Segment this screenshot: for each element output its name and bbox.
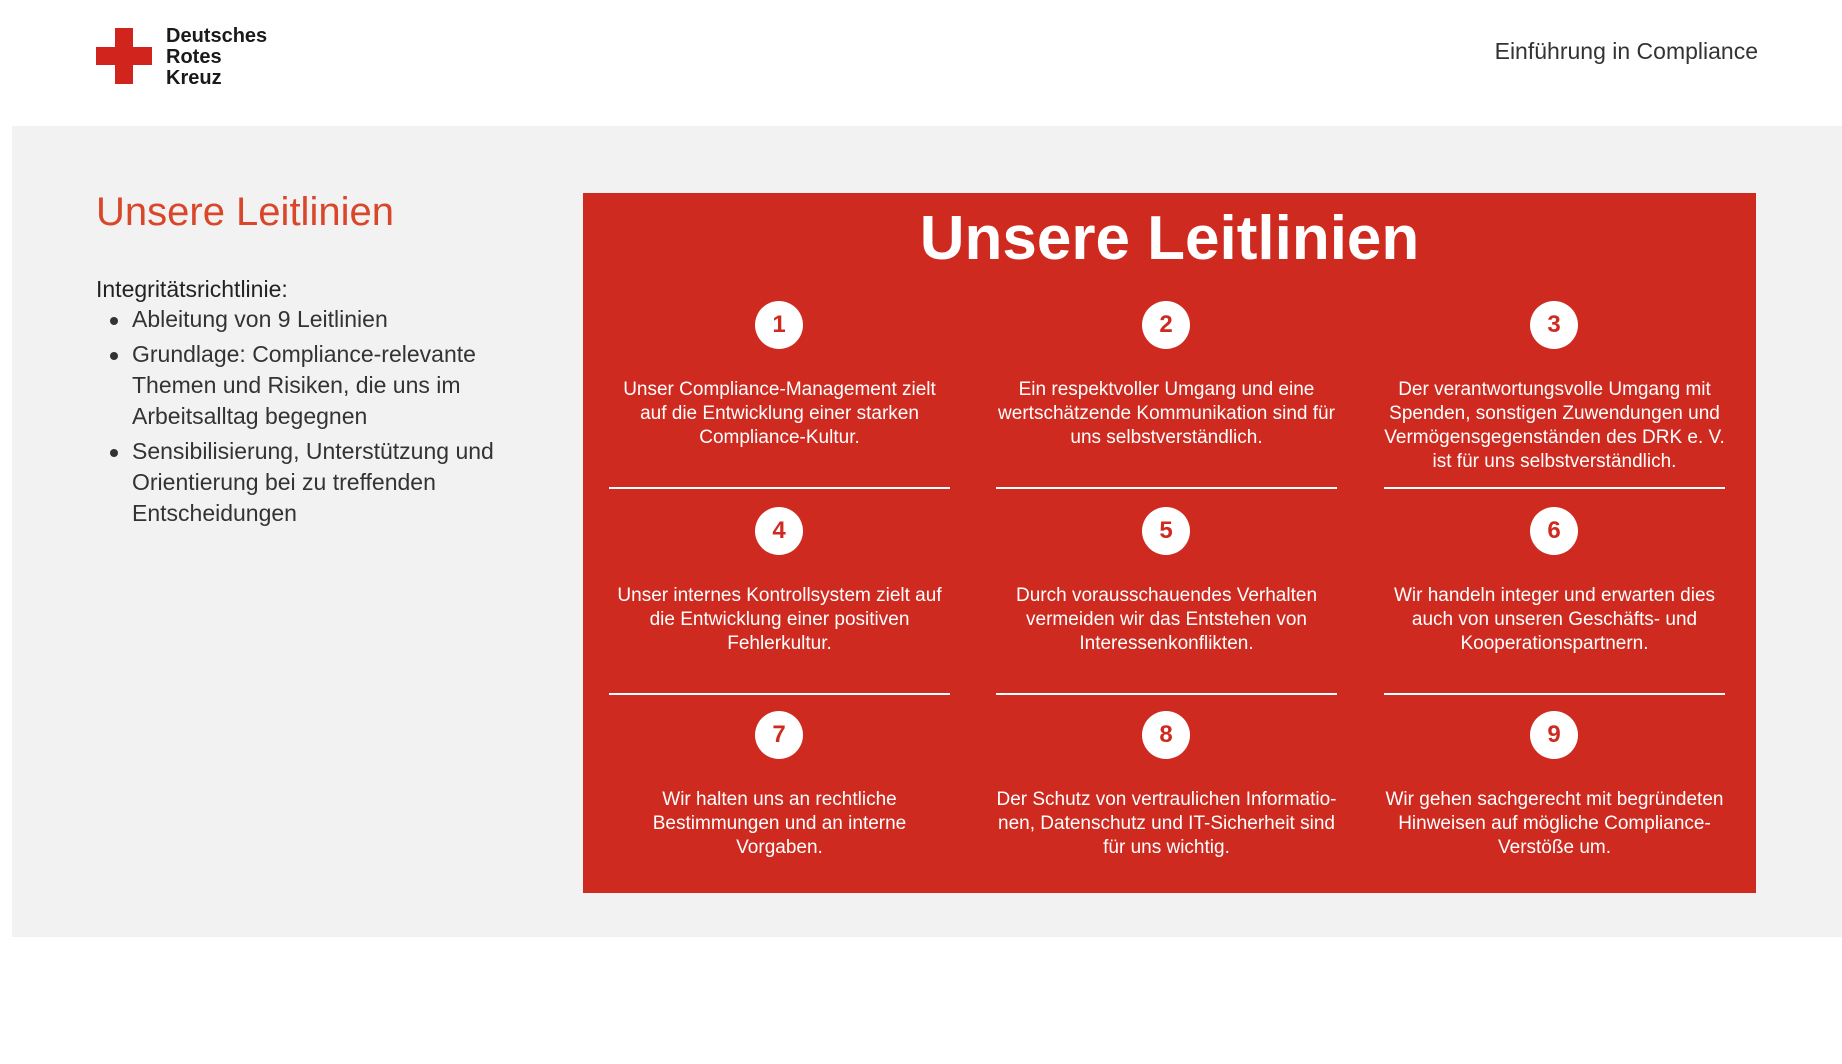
red-cross-icon bbox=[96, 28, 152, 84]
slide-title: Unsere Leitlinien bbox=[96, 190, 394, 234]
logo-wordmark bbox=[166, 26, 267, 89]
bullet-item bbox=[96, 339, 526, 432]
divider bbox=[1384, 693, 1725, 695]
guidelines-grid bbox=[609, 301, 1730, 893]
bullet-text: Sensibilisierung, Unterstützung und Orientierung bei zu treffenden Entscheidungen bbox=[132, 438, 494, 526]
guideline-text: Wir handeln integer und erwarten dies auch von unseren Geschäfts- und Kooperationspartnern. bbox=[1393, 585, 1716, 654]
guideline-text: Ein respektvoller Umgang und eine wertschätzende Kommunikation sind für uns selbstverständlich. bbox=[998, 379, 1335, 448]
number-badge: 9 bbox=[1530, 711, 1578, 759]
number-badge: 2 bbox=[1142, 301, 1190, 349]
header bbox=[0, 0, 1842, 126]
guideline-text: Unser internes Kontrollsystem zielt auf die Entwicklung einer positiven Fehlerkultur. bbox=[617, 585, 942, 654]
drk-logo bbox=[96, 25, 336, 92]
bullet-item bbox=[96, 436, 526, 529]
number-badge: 3 bbox=[1530, 301, 1578, 349]
logo-line-1: Deutsches bbox=[166, 25, 268, 47]
number-badge: 5 bbox=[1142, 507, 1190, 555]
bullet-item bbox=[96, 304, 526, 335]
logo-line-2: Rotes bbox=[166, 46, 222, 68]
number-badge: 7 bbox=[755, 711, 803, 759]
logo-line-3: Kreuz bbox=[166, 67, 222, 89]
guideline-text: Durch vorausschauendes Verhalten vermeiden wir das Entstehen von Interessenkonflikten. bbox=[1015, 585, 1318, 654]
guideline-text: Der verantwortungsvolle Umgang mit Spenden, sonstigen Zuwendungen und Vermögensgegenständen des DRK e. V. ist für uns selbstverständlich. bbox=[1384, 379, 1725, 472]
divider bbox=[1384, 487, 1725, 489]
document-title: Einführung in Compliance bbox=[1494, 38, 1758, 64]
number-badge: 1 bbox=[755, 301, 803, 349]
number-badge: 4 bbox=[755, 507, 803, 555]
guideline-text: Der Schutz von vertraulichen Informatio-nen, Datenschutz und IT-Sicherheit sind für uns wichtig. bbox=[996, 789, 1337, 858]
bullet-text: Ableitung von 9 Leitlinien bbox=[132, 306, 388, 332]
bullet-list bbox=[96, 304, 526, 533]
divider bbox=[609, 487, 950, 489]
number-badge: 6 bbox=[1530, 507, 1578, 555]
divider bbox=[996, 487, 1337, 489]
intro-label: Integritätsrichtlinie: bbox=[96, 276, 288, 302]
guidelines-panel bbox=[583, 193, 1756, 893]
panel-title: Unsere Leitlinien bbox=[919, 204, 1420, 273]
bullet-dot-icon bbox=[110, 449, 118, 457]
bullet-text: Grundlage: Compliance-relevante Themen und Risiken, die uns im Arbeitsalltag begegnen bbox=[132, 341, 476, 429]
bullet-dot-icon bbox=[110, 317, 118, 325]
divider bbox=[609, 693, 950, 695]
guideline-text: Unser Compliance-Management zielt auf die Entwicklung einer starken Compliance-Kultur. bbox=[623, 379, 936, 448]
guideline-text: Wir gehen sachgerecht mit begründeten Hinweisen auf mögliche Compliance-Verstöße um. bbox=[1385, 789, 1724, 858]
divider bbox=[996, 693, 1337, 695]
number-badge: 8 bbox=[1142, 711, 1190, 759]
guideline-text: Wir halten uns an rechtliche Bestimmungen und an interne Vorgaben. bbox=[652, 789, 907, 858]
bullet-dot-icon bbox=[110, 352, 118, 360]
